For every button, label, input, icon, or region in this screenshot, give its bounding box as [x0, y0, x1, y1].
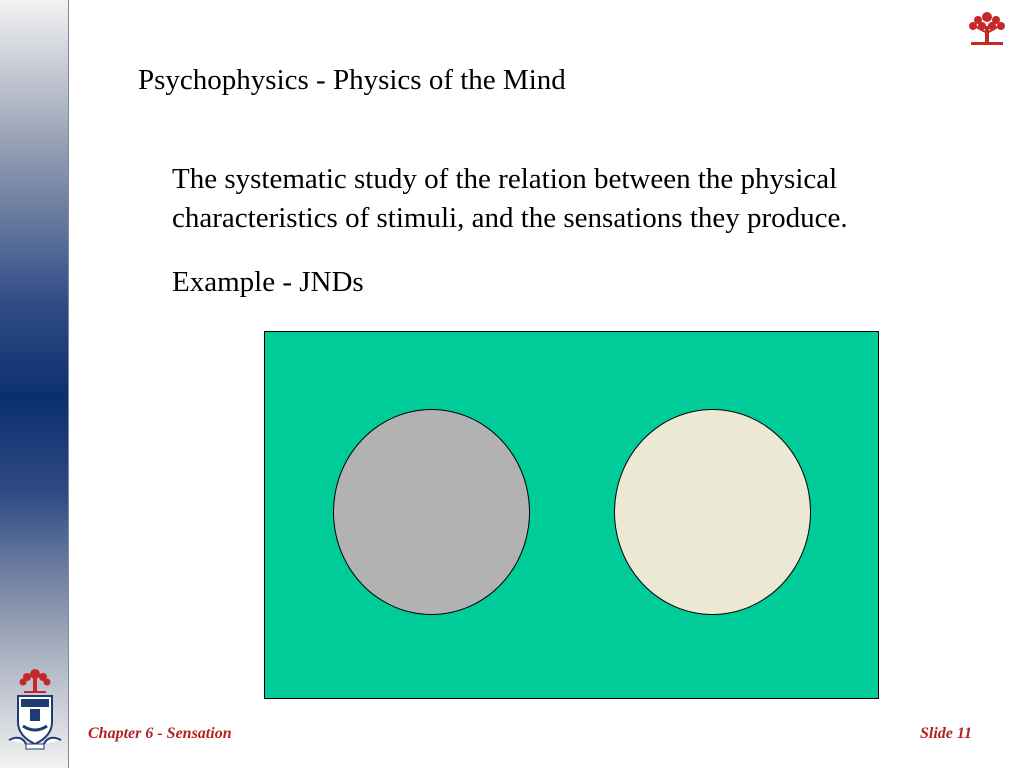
jnd-stimulus-panel	[264, 331, 879, 699]
tree-logo-icon	[964, 8, 1010, 50]
definition-text: The systematic study of the relation between the physical characteristics of stimuli, and the sensations they produce.	[172, 163, 848, 234]
sidebar-gradient	[0, 0, 69, 768]
gray-circle	[333, 409, 530, 615]
university-crest-icon	[6, 664, 64, 752]
cream-circle	[614, 409, 811, 615]
footer-chapter: Chapter 6 - Sensation	[88, 725, 232, 742]
slide-title: Psychophysics - Physics of the Mind	[138, 64, 566, 96]
example-label: Example - JNDs	[172, 266, 364, 298]
footer-slide-number: Slide 11	[919, 725, 972, 742]
